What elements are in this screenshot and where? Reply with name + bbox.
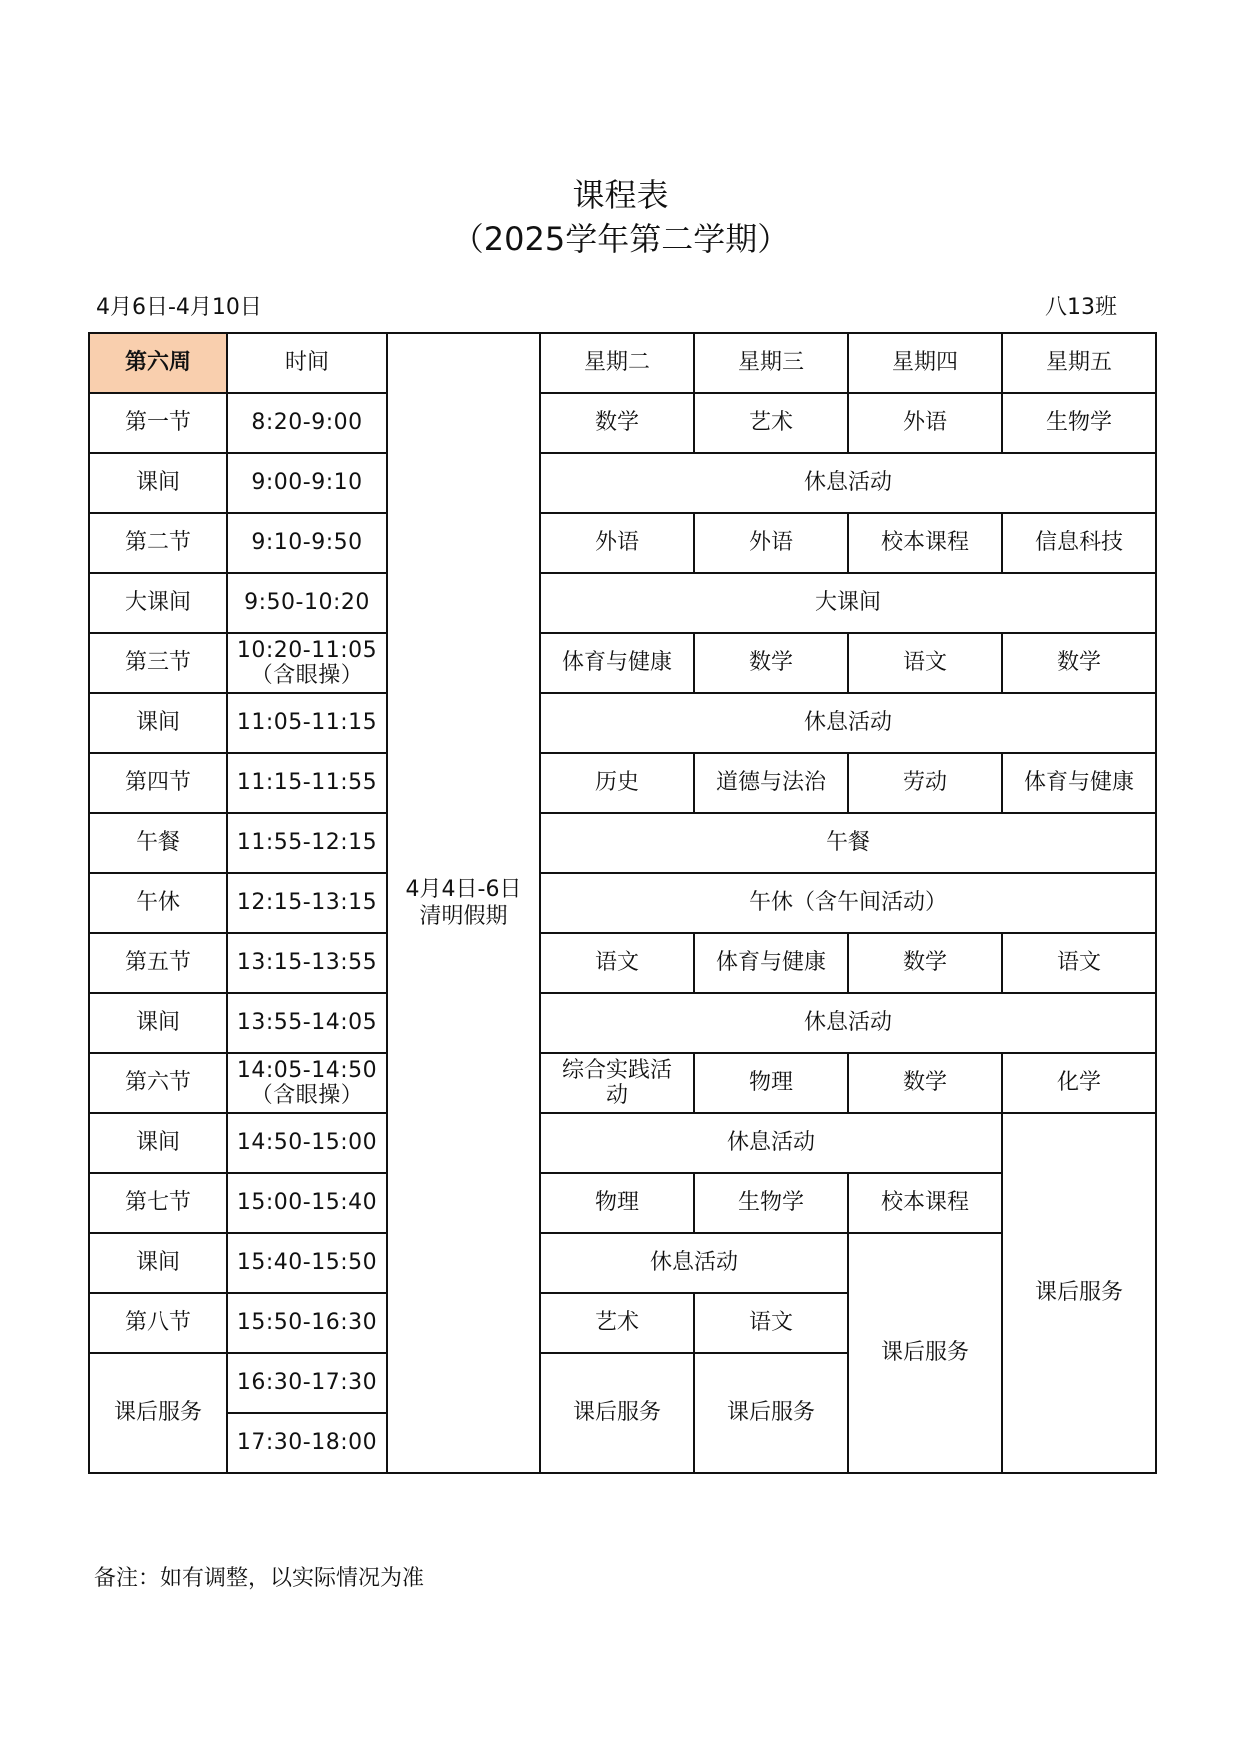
period-time: 11:05-11:15: [227, 693, 387, 753]
period-time: 11:55-12:15: [227, 813, 387, 873]
period-label: 课间: [89, 1113, 227, 1173]
table-row: [89, 1113, 1156, 1173]
table-row: [89, 873, 1156, 933]
table-header-row: [89, 333, 1156, 393]
period-label: 大课间: [89, 573, 227, 633]
footnote: 备注：如有调整，以实际情况为准: [94, 1566, 425, 1591]
course-cell: 外语: [694, 513, 848, 573]
period-label: 第三节: [89, 633, 227, 693]
day-header-tue: 星期二: [540, 333, 694, 393]
period-label: 第八节: [89, 1293, 227, 1353]
period-label: 第六节: [89, 1053, 227, 1113]
period-label: 课间: [89, 693, 227, 753]
course-cell: 外语: [540, 513, 694, 573]
period-time: 16:30-17:30: [227, 1353, 387, 1413]
course-cell: 劳动: [848, 753, 1002, 813]
period-label: 第七节: [89, 1173, 227, 1233]
break-cell: 休息活动: [540, 453, 1156, 513]
page-subtitle: （2025学年第二学期）: [451, 220, 790, 258]
course-cell: 综合实践活 动: [540, 1053, 694, 1113]
course-cell: 历史: [540, 753, 694, 813]
class-name: 八13班: [1045, 295, 1117, 320]
table-row: [89, 633, 1156, 693]
course-cell: 艺术: [694, 393, 848, 453]
table-row: [89, 1233, 1156, 1293]
period-label: 课后服务: [89, 1353, 227, 1473]
page-title: 课程表: [572, 176, 669, 214]
course-cell: 数学: [848, 933, 1002, 993]
table-row: [89, 1053, 1156, 1113]
day-header-wed: 星期三: [694, 333, 848, 393]
course-cell: 生物学: [694, 1173, 848, 1233]
break-cell: 休息活动: [540, 693, 1156, 753]
period-label: 第一节: [89, 393, 227, 453]
course-cell: 数学: [1002, 633, 1156, 693]
course-cell: 物理: [694, 1053, 848, 1113]
table-row: [89, 393, 1156, 453]
period-label: 课间: [89, 1233, 227, 1293]
table-row: [89, 513, 1156, 573]
period-label: 午餐: [89, 813, 227, 873]
course-cell: 生物学: [1002, 393, 1156, 453]
course-cell: 课后服务: [540, 1353, 694, 1473]
after-school-thu: 课后服务: [848, 1233, 1002, 1473]
period-time: 8:20-9:00: [227, 393, 387, 453]
table-row: [89, 933, 1156, 993]
course-cell: 道德与法治: [694, 753, 848, 813]
holiday-text: 4月4日-6日 清明假期: [405, 876, 522, 929]
break-cell: 大课间: [540, 573, 1156, 633]
course-cell: 体育与健康: [694, 933, 848, 993]
break-cell: 休息活动: [540, 993, 1156, 1053]
period-time: 11:15-11:55: [227, 753, 387, 813]
schedule-table: [88, 332, 1157, 1474]
after-school-fri: 课后服务: [1002, 1113, 1156, 1473]
period-time: 15:00-15:40: [227, 1173, 387, 1233]
course-cell: 外语: [848, 393, 1002, 453]
course-cell: 校本课程: [848, 513, 1002, 573]
table-row: [89, 993, 1156, 1053]
day-header-fri: 星期五: [1002, 333, 1156, 393]
period-time: 10:20-11:05 （含眼操）: [227, 633, 387, 693]
table-row: [89, 453, 1156, 513]
period-time: 14:50-15:00: [227, 1113, 387, 1173]
table-row: [89, 753, 1156, 813]
course-cell: 语文: [540, 933, 694, 993]
course-cell: 物理: [540, 1173, 694, 1233]
table-row: [89, 693, 1156, 753]
table-row: [89, 1173, 1156, 1233]
period-label: 第四节: [89, 753, 227, 813]
table-row: [89, 813, 1156, 873]
break-cell: 午休（含午间活动）: [540, 873, 1156, 933]
course-cell: 课后服务: [694, 1353, 848, 1473]
course-cell: 体育与健康: [1002, 753, 1156, 813]
period-label: 第五节: [89, 933, 227, 993]
course-cell: 数学: [848, 1053, 1002, 1113]
week-label: 第六周: [89, 333, 227, 393]
date-range: 4月6日-4月10日: [96, 295, 262, 320]
time-header: 时间: [227, 333, 387, 393]
course-cell: 艺术: [540, 1293, 694, 1353]
course-cell: 数学: [540, 393, 694, 453]
period-label: 课间: [89, 993, 227, 1053]
course-cell: 语文: [694, 1293, 848, 1353]
course-cell: 语文: [848, 633, 1002, 693]
course-cell: 语文: [1002, 933, 1156, 993]
break-cell: 休息活动: [540, 1113, 1002, 1173]
course-cell: 化学: [1002, 1053, 1156, 1113]
period-time: 17:30-18:00: [227, 1413, 387, 1473]
period-time: 15:40-15:50: [227, 1233, 387, 1293]
period-time: 15:50-16:30: [227, 1293, 387, 1353]
period-time: 14:05-14:50 （含眼操）: [227, 1053, 387, 1113]
period-label: 午休: [89, 873, 227, 933]
period-label: 第二节: [89, 513, 227, 573]
course-cell: 体育与健康: [540, 633, 694, 693]
course-cell: 校本课程: [848, 1173, 1002, 1233]
break-cell: 休息活动: [540, 1233, 848, 1293]
period-time: 9:10-9:50: [227, 513, 387, 573]
period-label: 课间: [89, 453, 227, 513]
period-time: 9:50-10:20: [227, 573, 387, 633]
period-time: 12:15-13:15: [227, 873, 387, 933]
day-header-thu: 星期四: [848, 333, 1002, 393]
course-cell: 数学: [694, 633, 848, 693]
period-time: 9:00-9:10: [227, 453, 387, 513]
period-time: 13:15-13:55: [227, 933, 387, 993]
break-cell: 午餐: [540, 813, 1156, 873]
course-cell: 信息科技: [1002, 513, 1156, 573]
holiday-cell: [387, 333, 540, 1473]
table-row: [89, 573, 1156, 633]
period-time: 13:55-14:05: [227, 993, 387, 1053]
